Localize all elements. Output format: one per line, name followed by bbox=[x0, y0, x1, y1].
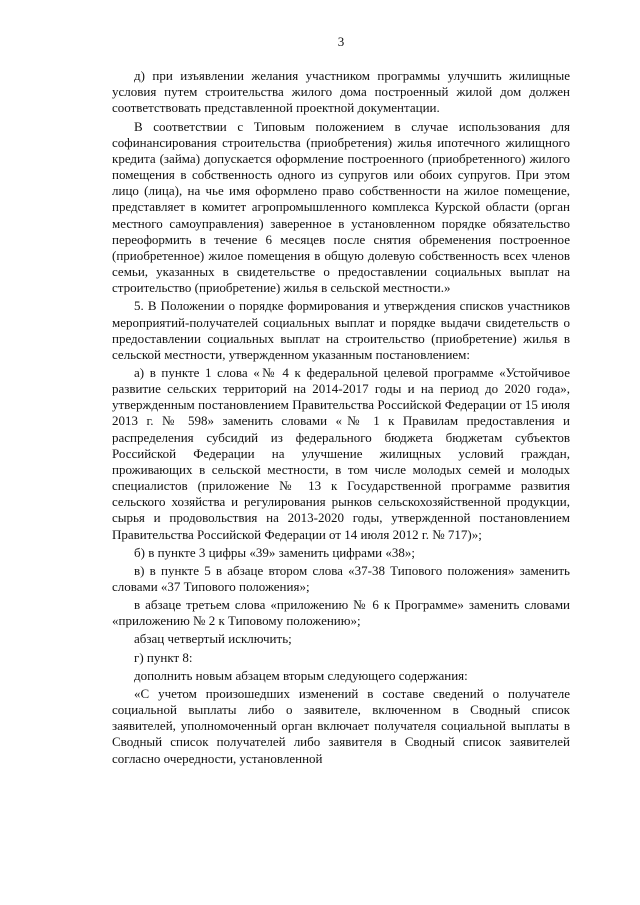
paragraph-third-abzac: в абзаце третьем слова «приложению № 6 к Программе» заменить словами «приложению № 2 к Типовому положению»; bbox=[112, 597, 570, 629]
paragraph-5: 5. В Положении о порядке формирования и утверждения списков участников мероприятий-получателей социальных выплат и порядке выдачи свидетельств о предоставлении социальных выплат на строительство (приобретение) жилья в сельской местности, утвержденном указанным постановлением: bbox=[112, 298, 570, 362]
paragraph-v: в) в пункте 5 в абзаце втором слова «37-38 Типового положения» заменить словами «37 Типового положения»; bbox=[112, 562, 570, 594]
paragraph-b: б) в пункте 3 цифры «39» заменить цифрами «38»; bbox=[134, 544, 415, 560]
paragraph-quote: «С учетом произошедших изменений в составе сведений о получателе социальной выплаты либо о заявителе, включенном в Сводный список заявителей, уполномоченный орган включает получателя социальной выплаты в Сводный список получателей либо заявителя в Сводный список заявителей согласно очередности, установленной bbox=[112, 685, 570, 766]
paragraph-typical-provision: В соответствии с Типовым положением в случае использования для софинансирования строительства (приобретения) жилья ипотечного жилищного кредита (займа) допускается оформление построенного (приобретенного) жилого помещения в собственность одного из супругов или обоих супругов. При этом лицо (лица), на чье имя оформлено право собственности на жилое помещение, представляет в комитет агропромышленного комплекса Курской области (орган местного самоуправления) заверенное в установленном порядке обязательство переоформить в течение 6 месяцев после снятия обременения построенное (приобретенное) жилое помещения в общую долевую собственность всех членов семьи, указанных в свидетельстве о предоставлении социальных выплат на строительство (приобретение) жилья в сельской местности.» bbox=[112, 118, 570, 296]
paragraph-add-new: дополнить новым абзацем вторым следующего содержания: bbox=[134, 667, 468, 683]
paragraph-d: д) при изъявлении желания участником программы улучшить жилищные условия путем строительства жилого дома построенный жилой дом должен соответствовать представленной проектной документации. bbox=[112, 68, 570, 116]
paragraph-g: г) пункт 8: bbox=[134, 649, 193, 665]
paragraph-fourth-abzac: абзац четвертый исключить; bbox=[134, 631, 292, 647]
page-number: 3 bbox=[337, 34, 345, 49]
document-page bbox=[112, 34, 570, 767]
paragraph-a: а) в пункте 1 слова «№ 4 к федеральной целевой программе «Устойчивое развитие сельских территорий на 2014-2017 годы и на период до 2020 года», утвержденным постановлением Правительства Российской Федерации от 15 июля 2013 г. № 598» заменить словами «№ 1 к Правилам предоставления и распределения субсидий из федерального бюджета бюджетам субъектов Российской Федерации на улучшение жилищных условий граждан, проживающих в сельской местности, в том числе молодых семей и молодых специалистов (приложение № 13 к Государственной программе развития сельского хозяйства и регулирования рынков сельскохозяйственной продукции, сырья и продовольствия на 2013-2020 годы, утвержденной постановлением Правительства Российской Федерации от 14 июля 2012 г. № 717)»; bbox=[112, 364, 570, 542]
